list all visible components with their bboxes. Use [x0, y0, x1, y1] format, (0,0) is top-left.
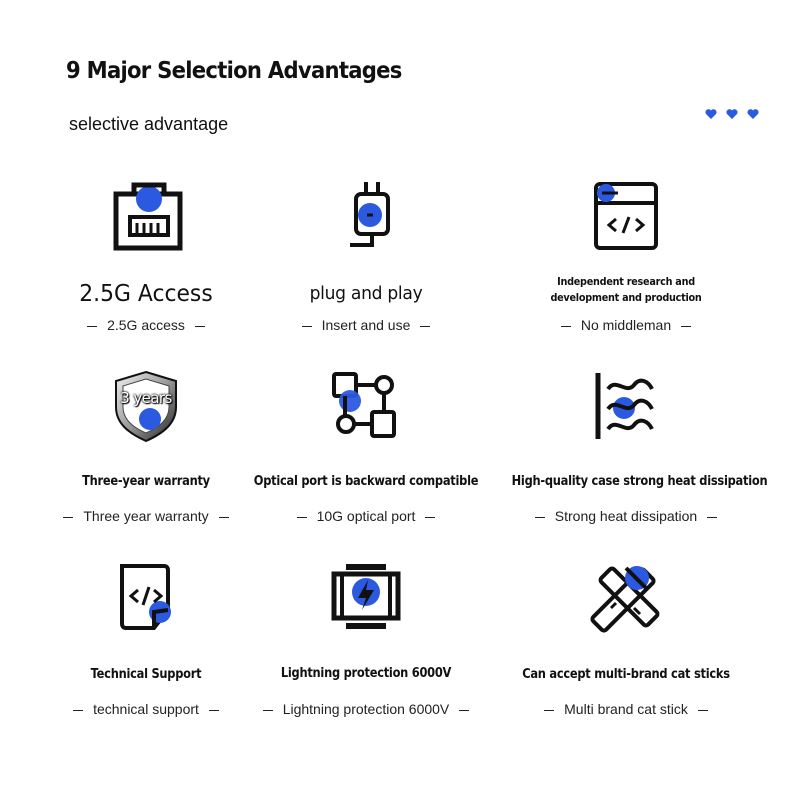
heart-icon	[726, 108, 738, 120]
pencil-ruler-icon	[586, 560, 666, 640]
heart-icon	[747, 108, 759, 120]
feature-card-heat	[496, 365, 768, 535]
feature-detail: Strong heat dissipation	[496, 508, 756, 524]
feature-detail: technical support	[16, 701, 276, 717]
heart-icon	[705, 108, 717, 120]
feature-heading: Independent research and development and production	[550, 275, 702, 304]
feature-card-optical	[236, 365, 496, 535]
feature-heading: Technical Support	[90, 667, 202, 682]
page-subtitle: selective advantage	[69, 114, 229, 134]
feature-card-cat-sticks	[496, 560, 756, 730]
code-window-icon	[586, 177, 666, 257]
feature-detail: Lightning protection 6000V	[236, 701, 496, 717]
page-title: 9 Major Selection Advantages	[66, 58, 402, 84]
warranty-badge-text: 3 years	[120, 389, 172, 407]
feature-detail: Multi brand cat stick	[496, 701, 756, 717]
feature-heading: High-quality case strong heat dissipation	[511, 474, 768, 489]
feature-card-rnd	[496, 175, 756, 345]
plug-icon	[326, 177, 406, 257]
heat-waves-icon	[586, 367, 666, 447]
lightning-protection-icon	[326, 560, 406, 640]
feature-heading: Optical port is backward compatible	[253, 474, 479, 489]
feature-card-lightning	[236, 560, 496, 730]
feature-detail: 10G optical port	[236, 508, 496, 524]
shield-icon	[106, 367, 186, 447]
feature-detail: 2.5G access	[16, 317, 276, 333]
decorative-hearts	[705, 108, 759, 120]
feature-card-plug	[236, 175, 496, 345]
feature-detail: Insert and use	[236, 317, 496, 333]
network-nodes-icon	[326, 367, 406, 447]
feature-heading: plug and play	[309, 283, 423, 304]
feature-heading: Can accept multi-brand cat sticks	[522, 667, 730, 682]
feature-heading: Three-year warranty	[82, 474, 210, 489]
feature-heading: Lightning protection 6000V	[280, 666, 452, 681]
feature-detail: Three year warranty	[16, 508, 276, 524]
feature-heading: 2.5G Access	[79, 281, 213, 307]
feature-detail: No middleman	[496, 317, 756, 333]
code-document-icon	[106, 560, 186, 640]
ethernet-port-icon	[106, 177, 186, 257]
